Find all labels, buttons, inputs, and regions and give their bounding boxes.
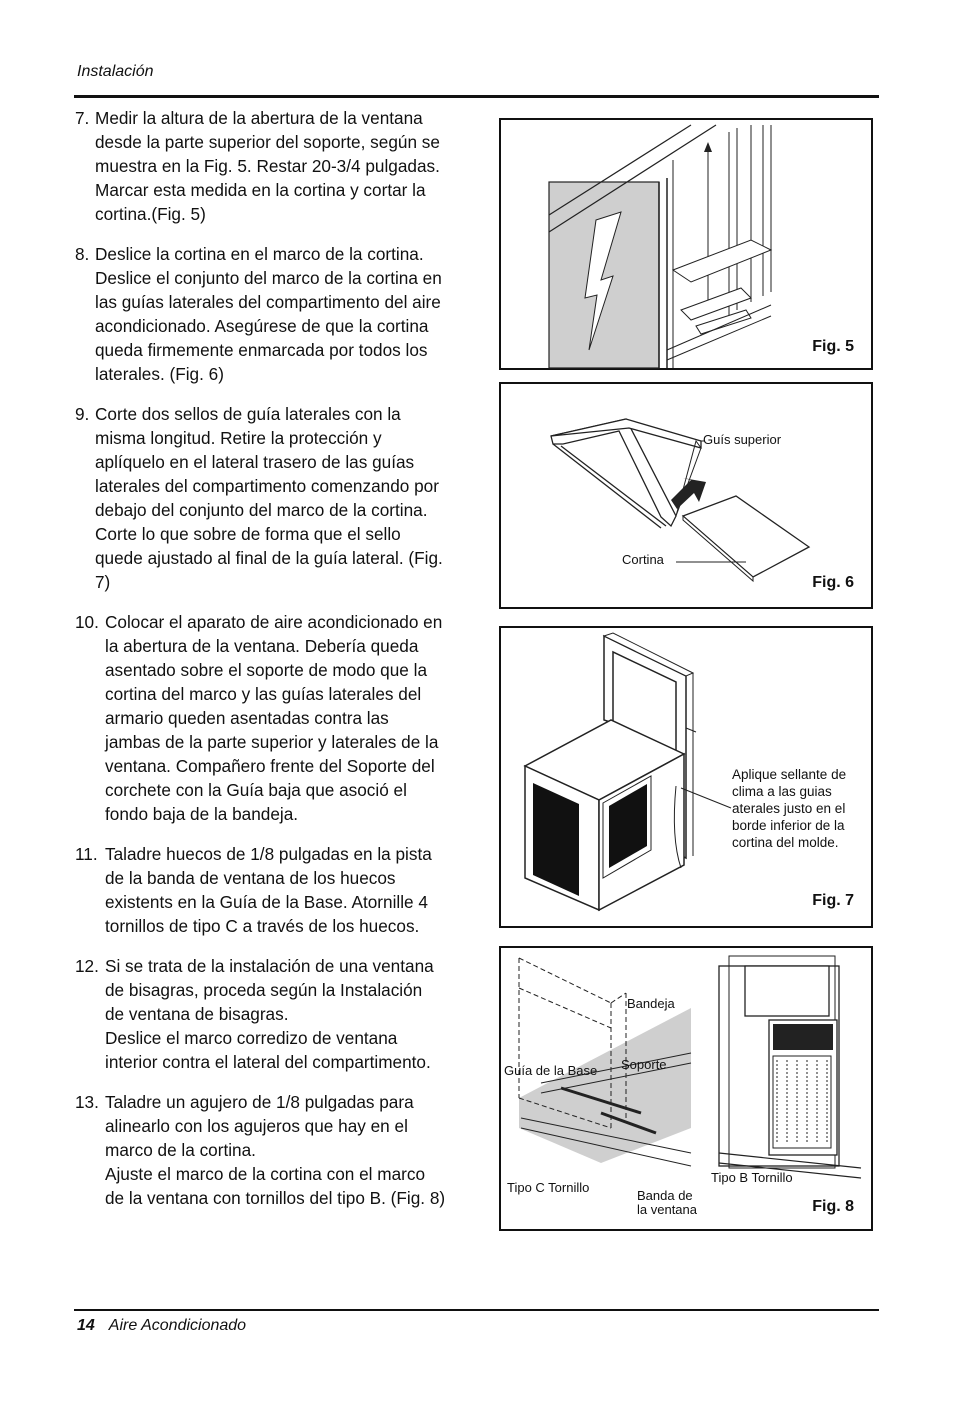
step-text: Taladre un agujero de 1/8 pulgadas para alinearlo con los agujeros que hay en el marco de la cortina. Ajuste el marco de la cortina con el marco de la ventana con tornillos del tipo B. (Fig. 8) (105, 1092, 446, 1208)
figure-6 (499, 382, 873, 609)
step-text: Medir la altura de la abertura de la ventana desde la parte superior del soporte, según se muestra en la Fig. 5. Restar 20-3/4 pulgadas. Marcar esta medida en la cortina y cortar la cortina.(Fig. 5) (95, 108, 440, 224)
step-10 (75, 610, 470, 826)
step-11 (75, 842, 470, 938)
step-text: Taladre huecos de 1/8 pulgadas en la pista de la banda de ventana de los huecos existents en la Guía de la Base. Atornille 4 tornillos de tipo C a través de los huecos. (105, 844, 432, 936)
step-number: 9. (75, 404, 90, 424)
callout-top-guide: Guís superior (703, 432, 782, 447)
step-text: Corte dos sellos de guía laterales con la misma longitud. Retire la protección y aplíquelo en el lateral trasero de las guías laterales del compartimento comenzando por debajo del conjunto del marco de la cortina. Corte lo que sobre de forma que el sello quede ajustado al final de la guía lateral. (Fig. 7) (95, 404, 443, 592)
instruction-list (75, 106, 470, 1226)
step-text: Si se trata de la instalación de una ventana de bisagras, proceda según la Instalación de ventana de bisagras. Deslice el marco corredizo de ventana interior contra el lateral del compartimento. (105, 956, 434, 1072)
label-type-c-screw: Tipo C Tornillo (507, 1180, 590, 1195)
window-measure-illustration (501, 120, 875, 372)
step-number: 11. (75, 844, 98, 864)
callout-curtain: Cortina (622, 552, 664, 567)
step-text: Colocar el aparato de aire acondicionado en la abertura de la ventana. Debería queda asentado sobre el soporte de modo que la cortina del marco y las guías laterales del armario queden asentadas contra las jambas de la parte superior y laterales de la ventana. Compañero frente del Soporte del corchete con la Guía baja que asoció el fondo baja de la bandeja. (105, 612, 443, 824)
label-base-guide: Guía de la Base (504, 1063, 598, 1078)
step-number: 10. (75, 612, 99, 632)
figure-label: Fig. 6 (812, 574, 854, 591)
figure-8 (499, 946, 873, 1231)
step-text: Deslice la cortina en el marco de la cortina. Deslice el conjunto del marco de la cortina en las guías laterales del compartimento del aire acondicionado. Asegúrese de que la cortina queda firmemente enmarcada por todos los laterales. (Fig. 6) (95, 244, 442, 384)
step-number: 7. (75, 108, 90, 128)
step-number: 8. (75, 244, 90, 264)
step-13 (75, 1090, 470, 1210)
figure-5 (499, 118, 873, 370)
figure-label: Fig. 5 (812, 338, 854, 355)
footer-rule (74, 1309, 879, 1311)
label-type-b-screw: Tipo B Tornillo (711, 1170, 793, 1185)
seal-callout: Aplique sellante de clima a las guias aterales justo en el borde inferior de la cortina del molde. (732, 767, 847, 850)
page-footer (77, 1317, 246, 1335)
step-9 (75, 402, 470, 594)
label-window-band: Banda de la ventana (637, 1188, 697, 1217)
figure-7 (499, 626, 873, 928)
page-number: 14 (77, 1317, 95, 1334)
step-7 (75, 106, 470, 226)
footer-title: Aire Acondicionado (108, 1317, 247, 1334)
label-bracket: Soporte (621, 1057, 667, 1072)
step-number: 13. (75, 1092, 99, 1112)
figure-label: Fig. 8 (812, 1198, 854, 1215)
label-tray: Bandeja (627, 996, 675, 1011)
step-12 (75, 954, 470, 1074)
step-number: 12. (75, 956, 99, 976)
section-title: Instalación (77, 63, 154, 80)
header-rule (74, 95, 879, 98)
step-8 (75, 242, 470, 386)
figure-label: Fig. 7 (812, 892, 854, 909)
